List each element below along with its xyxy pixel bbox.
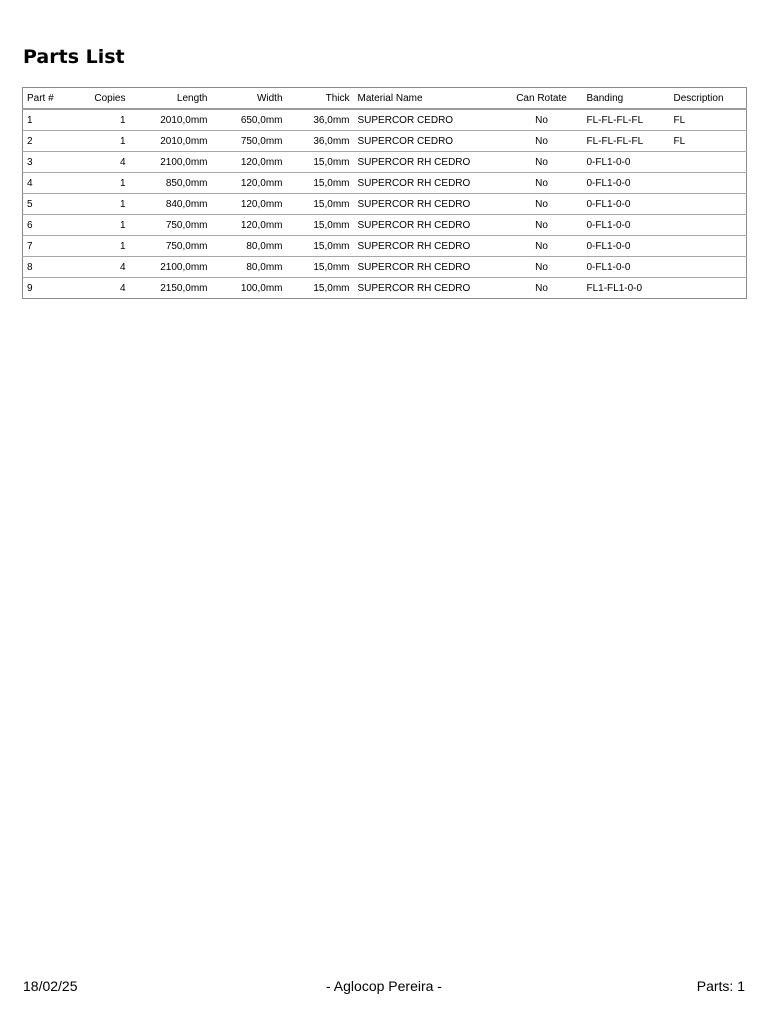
cell-part-number: 8: [23, 257, 78, 278]
cell-part-number: 3: [23, 152, 78, 173]
table-row: [23, 236, 747, 257]
cell-width: 650,0mm: [212, 109, 287, 131]
cell-banding: FL-FL-FL-FL: [583, 131, 670, 152]
cell-description: [670, 257, 747, 278]
cell-part-number: 4: [23, 173, 78, 194]
cell-copies: 1: [78, 215, 130, 236]
cell-material-name: SUPERCOR RH CEDRO: [354, 152, 501, 173]
cell-length: 2010,0mm: [130, 131, 212, 152]
table-row: [23, 173, 747, 194]
cell-banding: 0-FL1-0-0: [583, 236, 670, 257]
column-header-banding: Banding: [583, 88, 670, 110]
footer-date: 18/02/25: [23, 978, 78, 994]
cell-material-name: SUPERCOR RH CEDRO: [354, 173, 501, 194]
cell-copies: 1: [78, 236, 130, 257]
cell-description: [670, 215, 747, 236]
cell-description: FL: [670, 109, 747, 131]
cell-material-name: SUPERCOR CEDRO: [354, 109, 501, 131]
column-header-part-number: Part #: [23, 88, 78, 110]
cell-description: [670, 173, 747, 194]
cell-part-number: 7: [23, 236, 78, 257]
cell-copies: 4: [78, 152, 130, 173]
table-row: [23, 131, 747, 152]
cell-material-name: SUPERCOR CEDRO: [354, 131, 501, 152]
cell-thick: 15,0mm: [313, 282, 350, 294]
cell-material-name: SUPERCOR RH CEDRO: [354, 257, 501, 278]
cell-can-rotate: No: [501, 257, 583, 278]
table-row: [23, 278, 747, 299]
cell-can-rotate: No: [501, 109, 583, 131]
cell-thick: 15,0mm: [287, 173, 354, 194]
cell-material-name: SUPERCOR RH CEDRO: [357, 282, 471, 294]
cell-thick: 15,0mm: [287, 194, 354, 215]
cell-copies: 1: [78, 131, 130, 152]
cell-thick: 15,0mm: [287, 215, 354, 236]
footer-company: - Aglocop Pereira -: [326, 978, 442, 994]
cell-copies: 4: [78, 257, 130, 278]
cell-description: [670, 236, 747, 257]
cell-thick: 36,0mm: [287, 109, 354, 131]
cell-material-name: SUPERCOR RH CEDRO: [354, 236, 501, 257]
cell-banding: 0-FL1-0-0: [583, 215, 670, 236]
cell-part-number: 1: [23, 109, 78, 131]
cell-description: FL: [670, 131, 747, 152]
cell-copies: 1: [78, 109, 130, 131]
cell-copies: 1: [78, 173, 130, 194]
cell-width: 100,0mm: [240, 282, 283, 294]
column-header-description: Description: [670, 88, 747, 110]
cell-length: 840,0mm: [130, 194, 212, 215]
column-header-width: Width: [212, 88, 287, 110]
column-header-thick: Thick: [287, 88, 354, 110]
cell-copies: 4: [119, 282, 126, 294]
cell-part-number: 6: [23, 215, 78, 236]
cell-part-number: 5: [23, 194, 78, 215]
table-row: [23, 109, 747, 131]
cell-length: 2100,0mm: [130, 152, 212, 173]
footer-parts-count: Parts: 1: [696, 978, 745, 994]
column-header-copies: Copies: [78, 88, 130, 110]
cell-can-rotate: No: [501, 173, 583, 194]
cell-part-number: 9: [27, 282, 33, 294]
cell-can-rotate: No: [501, 194, 583, 215]
cell-banding: FL1-FL1-0-0: [586, 282, 643, 294]
cell-width: 120,0mm: [212, 152, 287, 173]
cell-length: 850,0mm: [130, 173, 212, 194]
cell-thick: 15,0mm: [287, 236, 354, 257]
cell-length: 2010,0mm: [130, 109, 212, 131]
cell-thick: 15,0mm: [287, 257, 354, 278]
cell-can-rotate: No: [501, 131, 583, 152]
cell-banding: 0-FL1-0-0: [583, 173, 670, 194]
column-header-can-rotate: Can Rotate: [501, 88, 583, 110]
page-title: Parts List: [23, 46, 125, 68]
cell-width: 750,0mm: [212, 131, 287, 152]
cell-can-rotate: No: [501, 215, 583, 236]
cell-length: 750,0mm: [130, 236, 212, 257]
cell-width: 120,0mm: [212, 194, 287, 215]
cell-width: 120,0mm: [212, 215, 287, 236]
cell-length: 2100,0mm: [130, 257, 212, 278]
cell-width: 120,0mm: [212, 173, 287, 194]
cell-banding: 0-FL1-0-0: [583, 152, 670, 173]
cell-material-name: SUPERCOR RH CEDRO: [354, 215, 501, 236]
column-header-length: Length: [130, 88, 212, 110]
cell-can-rotate: No: [501, 152, 583, 173]
cell-copies: 1: [78, 194, 130, 215]
cell-width: 80,0mm: [212, 257, 287, 278]
cell-can-rotate: No: [501, 236, 583, 257]
table-row: [23, 257, 747, 278]
cell-thick: 36,0mm: [287, 131, 354, 152]
cell-description: [670, 278, 747, 299]
cell-banding: 0-FL1-0-0: [583, 257, 670, 278]
cell-description: [670, 152, 747, 173]
cell-thick: 15,0mm: [287, 152, 354, 173]
cell-width: 80,0mm: [212, 236, 287, 257]
table-row: [23, 152, 747, 173]
cell-length: 750,0mm: [130, 215, 212, 236]
table-row: [23, 194, 747, 215]
parts-table: [22, 87, 747, 299]
cell-length: 2150,0mm: [160, 282, 208, 294]
table-header-row: [23, 88, 747, 110]
cell-material-name: SUPERCOR RH CEDRO: [354, 194, 501, 215]
column-header-material-name: Material Name: [354, 88, 501, 110]
cell-part-number: 2: [23, 131, 78, 152]
cell-description: [670, 194, 747, 215]
cell-can-rotate: No: [535, 282, 548, 294]
cell-banding: FL-FL-FL-FL: [583, 109, 670, 131]
table-row: [23, 215, 747, 236]
cell-banding: 0-FL1-0-0: [583, 194, 670, 215]
